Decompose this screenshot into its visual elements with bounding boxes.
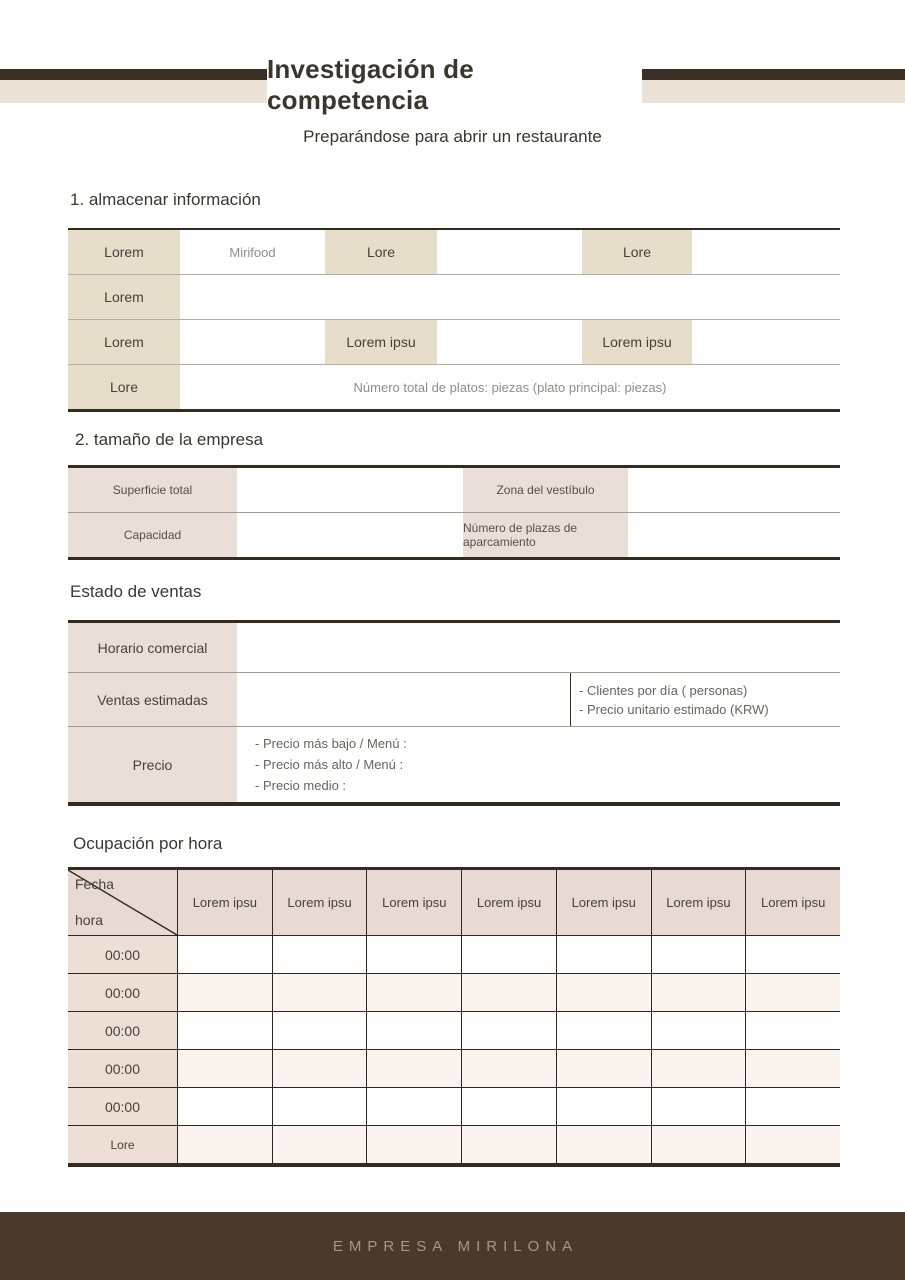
field-value [437, 230, 582, 274]
occupancy-row-label: 00:00 [68, 1050, 177, 1087]
occupancy-cell [366, 1088, 461, 1125]
occupancy-cell [556, 1012, 651, 1049]
occupancy-cell [461, 936, 556, 973]
corner-label-hour: hora [75, 912, 104, 928]
price-line: - Precio más alto / Menú : [255, 757, 404, 772]
occupancy-cell [366, 936, 461, 973]
occupancy-cell [272, 936, 367, 973]
field-label: Lore [68, 365, 180, 409]
price-line: - Precio medio : [255, 778, 347, 793]
occupancy-cell [177, 1126, 272, 1163]
occupancy-cell [745, 1012, 840, 1049]
occupancy-column-header: Lorem ipsu [745, 870, 840, 935]
field-value [237, 623, 840, 672]
occupancy-cell [272, 974, 367, 1011]
table-row [68, 727, 840, 802]
occupancy-header-row [68, 870, 840, 936]
occupancy-cell [177, 1012, 272, 1049]
occupancy-column-header: Lorem ipsu [366, 870, 461, 935]
occupancy-cell [651, 1126, 746, 1163]
occupancy-cell [366, 1126, 461, 1163]
section-heading-sales-status: Estado de ventas [70, 582, 202, 601]
field-value: Mirifood [229, 244, 276, 260]
occupancy-row-label: 00:00 [68, 974, 177, 1011]
occupancy-row [68, 1012, 840, 1050]
occupancy-row-label: Lore [68, 1126, 177, 1163]
occupancy-cell [177, 974, 272, 1011]
field-value [180, 275, 840, 319]
field-label: Lorem [68, 275, 180, 319]
occupancy-cell [272, 1126, 367, 1163]
occupancy-column-header: Lorem ipsu [556, 870, 651, 935]
field-label: Horario comercial [68, 623, 237, 672]
field-label: Número de plazas de aparcamiento [463, 513, 628, 557]
field-label: Ventas estimadas [68, 673, 237, 726]
occupancy-cell [745, 936, 840, 973]
occupancy-row [68, 936, 840, 974]
field-label: Capacidad [68, 513, 237, 557]
field-value [628, 468, 840, 512]
occupancy-cell [651, 1050, 746, 1087]
occupancy-cell [461, 1050, 556, 1087]
field-value [237, 673, 570, 726]
footer-bar [0, 1212, 905, 1280]
field-label: Lorem ipsu [582, 320, 692, 364]
occupancy-row-label: 00:00 [68, 936, 177, 973]
occupancy-row [68, 974, 840, 1012]
field-label: Zona del vestíbulo [463, 468, 628, 512]
field-value [692, 230, 840, 274]
occupancy-cell [745, 1088, 840, 1125]
occupancy-cell [177, 1050, 272, 1087]
occupancy-table [68, 867, 840, 1167]
occupancy-corner-cell [68, 870, 177, 935]
table-row [68, 623, 840, 673]
occupancy-cell [651, 936, 746, 973]
occupancy-cell [651, 974, 746, 1011]
table-row [68, 365, 840, 409]
note-line: - Clientes por día ( personas) [579, 682, 748, 698]
sales-notes [570, 673, 840, 726]
field-label: Lorem ipsu [325, 320, 437, 364]
occupancy-cell [272, 1050, 367, 1087]
table-row [68, 513, 840, 557]
field-label: Superficie total [68, 468, 237, 512]
field-label: Lorem [68, 230, 180, 274]
footer-company-name: EMPRESA MIRILONA [332, 1237, 579, 1255]
field-value [180, 320, 325, 364]
title-box [267, 54, 642, 115]
occupancy-column-header: Lorem ipsu [177, 870, 272, 935]
field-value [237, 513, 463, 557]
occupancy-row [68, 1126, 840, 1163]
field-label: Precio [68, 727, 237, 802]
occupancy-cell [556, 936, 651, 973]
occupancy-cell [556, 1088, 651, 1125]
sales-status-table [68, 620, 840, 806]
section-heading-occupancy: Ocupación por hora [73, 834, 223, 853]
table-row [68, 320, 840, 365]
occupancy-cell [272, 1088, 367, 1125]
field-value [237, 468, 463, 512]
section-heading-store-info: 1. almacenar información [70, 190, 261, 209]
corner-label-date: Fecha [75, 876, 114, 892]
field-value [628, 513, 840, 557]
occupancy-row-label: 00:00 [68, 1088, 177, 1125]
occupancy-cell [461, 1126, 556, 1163]
occupancy-cell [366, 974, 461, 1011]
occupancy-cell [461, 1012, 556, 1049]
table-row [68, 275, 840, 320]
occupancy-cell [272, 1012, 367, 1049]
page-title: Investigación de competencia [267, 54, 474, 115]
occupancy-cell [177, 936, 272, 973]
occupancy-cell [556, 974, 651, 1011]
field-value [437, 320, 582, 364]
occupancy-cell [556, 1126, 651, 1163]
section-heading-company-size: 2. tamaño de la empresa [75, 430, 264, 449]
occupancy-cell [745, 1050, 840, 1087]
occupancy-row-label: 00:00 [68, 1012, 177, 1049]
price-lines [237, 727, 840, 802]
occupancy-cell [745, 1126, 840, 1163]
page-subtitle: Preparándose para abrir un restaurante [303, 127, 602, 146]
price-line: - Precio más bajo / Menú : [255, 736, 407, 751]
occupancy-cell [177, 1088, 272, 1125]
field-label: Lorem [68, 320, 180, 364]
occupancy-column-header: Lorem ipsu [272, 870, 367, 935]
occupancy-cell [651, 1012, 746, 1049]
table-row [68, 468, 840, 513]
occupancy-cell [366, 1012, 461, 1049]
field-label: Lore [325, 230, 437, 274]
occupancy-column-header: Lorem ipsu [651, 870, 746, 935]
field-value [692, 320, 840, 364]
field-label: Lore [582, 230, 692, 274]
table-row [68, 230, 840, 275]
occupancy-column-header: Lorem ipsu [461, 870, 556, 935]
note-line: - Precio unitario estimado (KRW) [579, 701, 769, 717]
occupancy-cell [556, 1050, 651, 1087]
store-info-table [68, 228, 840, 412]
company-size-table [68, 465, 840, 560]
dishes-note: Número total de platos: piezas (plato principal: piezas) [353, 379, 667, 395]
occupancy-cell [745, 974, 840, 1011]
occupancy-cell [651, 1088, 746, 1125]
occupancy-body [68, 936, 840, 1163]
occupancy-cell [461, 974, 556, 1011]
occupancy-row [68, 1050, 840, 1088]
table-row [68, 673, 840, 727]
occupancy-cell [461, 1088, 556, 1125]
occupancy-row [68, 1088, 840, 1126]
occupancy-cell [366, 1050, 461, 1087]
